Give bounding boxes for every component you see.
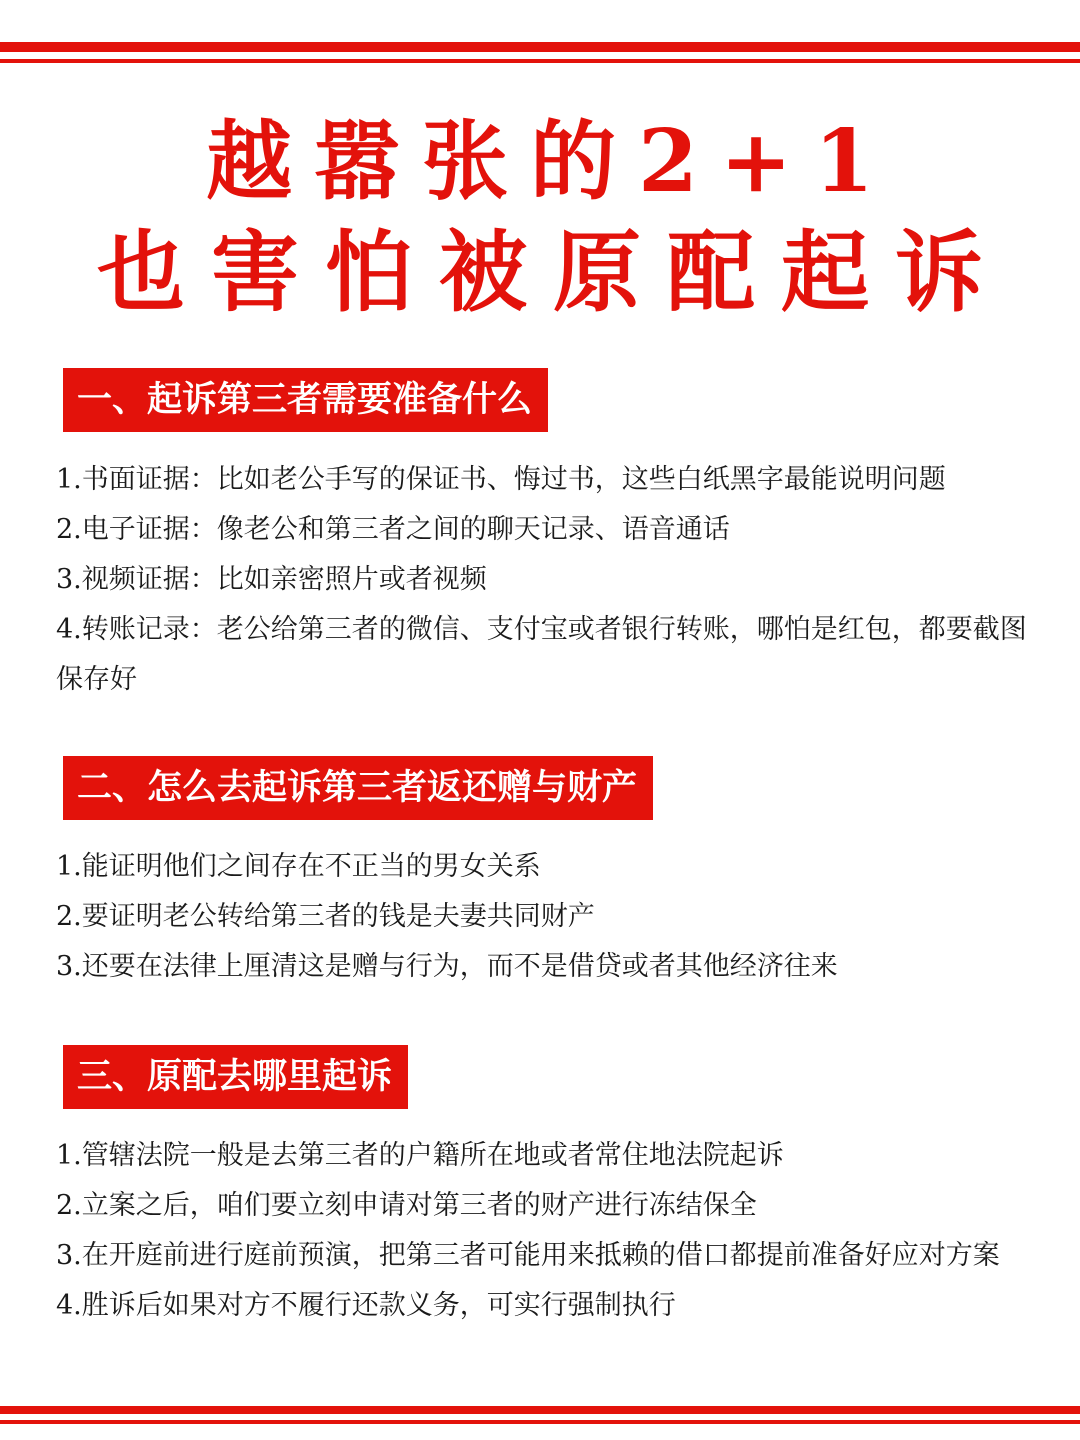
section-2-heading: 二、怎么去起诉第三者返还赠与财产 [63, 756, 653, 820]
section-1-list [56, 455, 1031, 705]
title-line-1: 越嚣张的2+1 [206, 111, 896, 212]
list-item: 3.视频证据：比如亲密照片或者视频 [56, 564, 487, 595]
section-1-heading: 一、起诉第三者需要准备什么 [63, 368, 548, 432]
bottom-border-stripe-thin [0, 1420, 1080, 1424]
list-item: 1.管辖法院一般是去第三者的户籍所在地或者常住地法院起诉 [56, 1140, 784, 1171]
bottom-border-stripe-thick [0, 1406, 1080, 1414]
top-border-stripe-thick [0, 42, 1080, 52]
list-item: 1.书面证据：比如老公手写的保证书、悔过书，这些白纸黑字最能说明问题 [56, 464, 946, 495]
section-3-list [56, 1131, 1031, 1331]
section-2-list [56, 842, 1031, 992]
list-item: 2.电子证据：像老公和第三者之间的聊天记录、语音通话 [56, 514, 730, 545]
top-border-stripe-thin [0, 59, 1080, 63]
list-item: 4.胜诉后如果对方不履行还款义务，可实行强制执行 [56, 1290, 676, 1321]
list-item: 1.能证明他们之间存在不正当的男女关系 [56, 851, 541, 882]
list-item: 2.要证明老公转给第三者的钱是夫妻共同财产 [56, 901, 595, 932]
list-item: 2.立案之后，咱们要立刻申请对第三者的财产进行冻结保全 [56, 1190, 757, 1221]
list-item: 3.在开庭前进行庭前预演，把第三者可能用来抵赖的借口都提前准备好应对方案 [56, 1240, 1000, 1271]
list-item: 3.还要在法律上厘清这是赠与行为，而不是借贷或者其他经济往来 [56, 951, 838, 982]
section-3-heading: 三、原配去哪里起诉 [63, 1045, 408, 1109]
title-line-2: 也害怕被原配起诉 [96, 220, 1009, 324]
list-item: 4.转账记录：老公给第三者的微信、支付宝或者银行转账，哪怕是红包，都要截图保存好 [56, 614, 1027, 695]
